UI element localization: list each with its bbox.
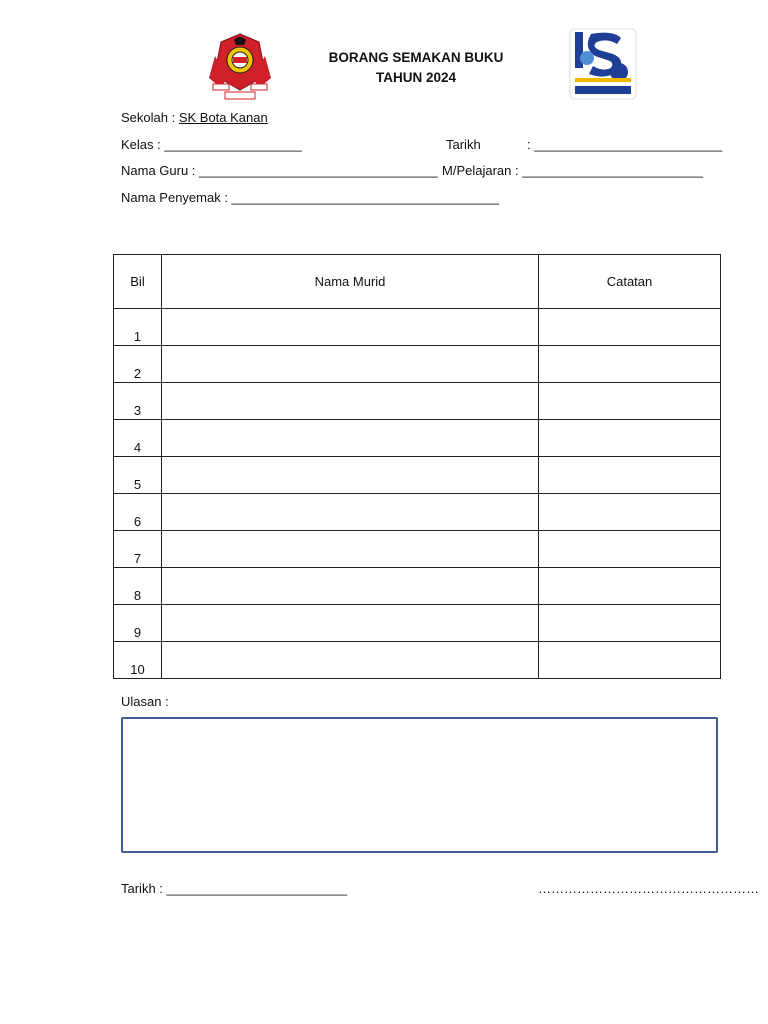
student-table [113,254,721,679]
catatan-cell[interactable] [539,494,721,531]
nama-murid-cell[interactable] [162,309,539,346]
table-row [114,457,721,494]
footer-tarikh-field: Tarikh : _________________________ [121,881,348,896]
nama-guru-field: Nama Guru : _________________________________ [121,163,438,178]
header-bil: Bil [114,255,162,309]
table-row [114,309,721,346]
row-number: 8 [114,568,162,605]
row-number: 2 [114,346,162,383]
nama-murid-cell[interactable] [162,420,539,457]
row-number: 9 [114,605,162,642]
nama-murid-cell[interactable] [162,568,539,605]
catatan-cell[interactable] [539,605,721,642]
catatan-cell[interactable] [539,457,721,494]
ulasan-box[interactable] [121,717,718,853]
signature-line: …………………………………………… [538,881,759,896]
nama-murid-cell[interactable] [162,531,539,568]
row-number: 3 [114,383,162,420]
table-row [114,346,721,383]
catatan-cell[interactable] [539,383,721,420]
sekolah-value: SK Bota Kanan [178,110,268,125]
header-nama-murid: Nama Murid [162,255,539,309]
ulasan-label: Ulasan : [121,694,169,709]
catatan-cell[interactable] [539,568,721,605]
row-number: 1 [114,309,162,346]
table-row [114,642,721,679]
table-row [114,605,721,642]
row-number: 5 [114,457,162,494]
sekolah-field [121,110,268,125]
title-line-1: BORANG SEMAKAN BUKU [328,50,504,65]
nama-murid-cell[interactable] [162,494,539,531]
form-title [300,48,532,88]
table-header-row [114,255,721,309]
sekolah-label: Sekolah : [121,110,176,125]
catatan-cell[interactable] [539,420,721,457]
row-number: 7 [114,531,162,568]
nama-penyemak-field: Nama Penyemak : _____________________________________ [121,190,500,205]
nama-murid-cell[interactable] [162,605,539,642]
nama-murid-cell[interactable] [162,642,539,679]
tarikh-field: : __________________________ [527,137,723,152]
tarikh-label: Tarikh [446,137,481,152]
mata-pelajaran-field: M/Pelajaran : _________________________ [442,163,703,178]
catatan-cell[interactable] [539,642,721,679]
table-row [114,383,721,420]
catatan-cell[interactable] [539,309,721,346]
nama-murid-cell[interactable] [162,346,539,383]
table-row [114,531,721,568]
header-catatan: Catatan [539,255,721,309]
catatan-cell[interactable] [539,346,721,383]
row-number: 4 [114,420,162,457]
table-row [114,420,721,457]
row-number: 10 [114,642,162,679]
row-number: 6 [114,494,162,531]
title-line-2: TAHUN 2024 [375,70,457,85]
table-row [114,568,721,605]
kelas-field: Kelas : ___________________ [121,137,302,152]
pisa-logo [569,28,637,100]
catatan-cell[interactable] [539,531,721,568]
nama-murid-cell[interactable] [162,457,539,494]
table-row [114,494,721,531]
school-crest-logo [207,32,273,102]
nama-murid-cell[interactable] [162,383,539,420]
